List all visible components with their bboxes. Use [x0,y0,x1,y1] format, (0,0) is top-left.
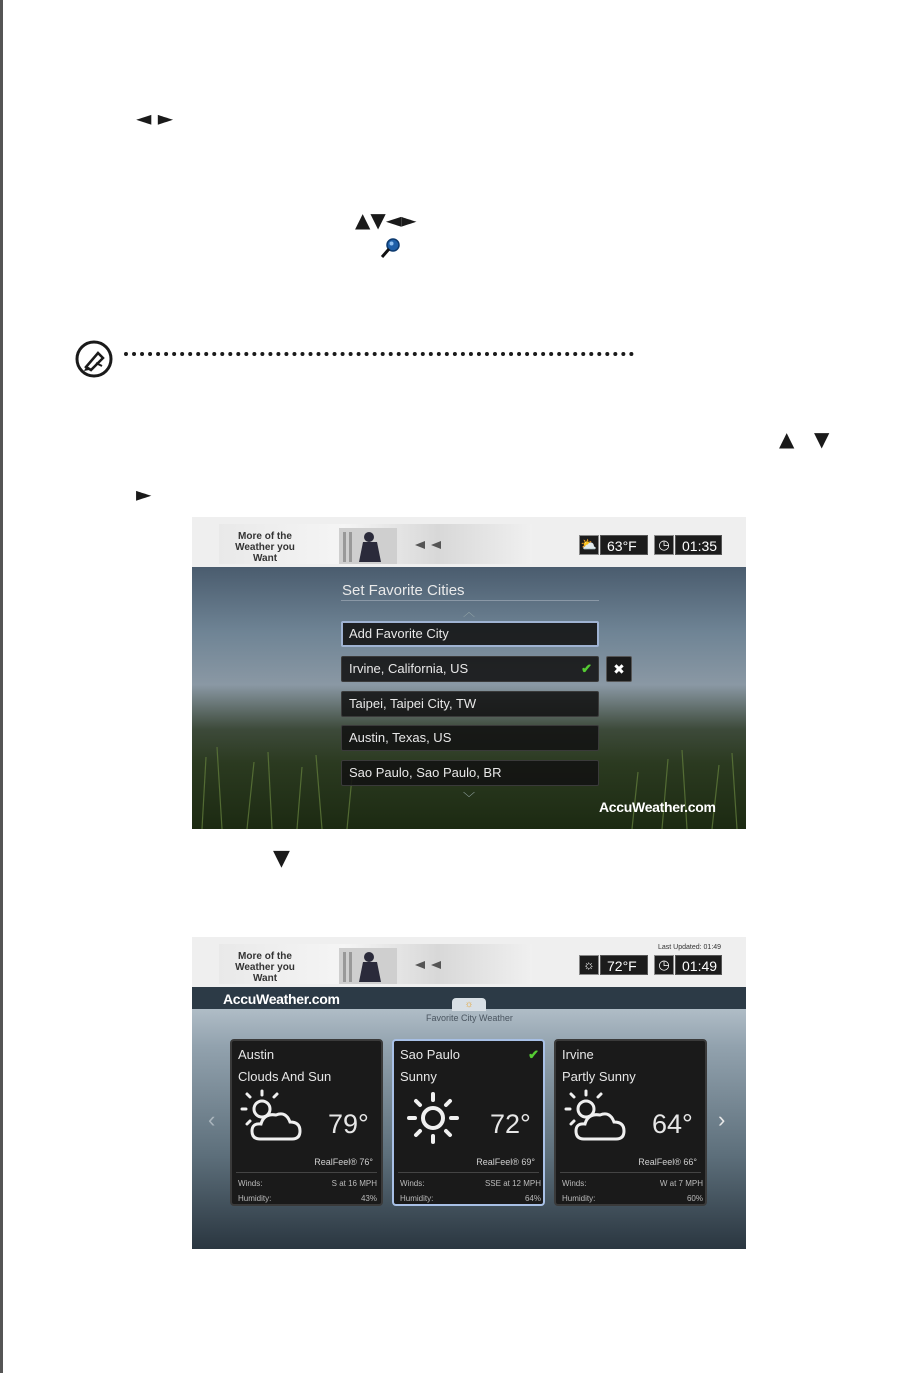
note-divider [124,352,634,356]
humidity-value: 64% [524,1194,541,1203]
scroll-down-chevron-icon[interactable]: ﹀ [463,791,476,805]
card-temp: 64° [652,1109,693,1139]
promo-arrows-icon [415,956,445,964]
screenshot-set-favorite-cities [192,517,746,829]
city-row-sao-paulo[interactable]: Sao Paulo, Sao Paulo, BR [341,760,599,786]
checkmark-icon: ✔ [581,661,592,676]
right-arrow-glyph: ► [136,482,152,506]
add-favorite-city-button[interactable]: Add Favorite City [341,621,599,647]
up-arrow-glyph: ▲ [779,427,795,451]
humidity-label: Humidity: [400,1194,434,1203]
winds-label: Winds: [400,1179,425,1188]
tab-label: Favorite City Weather [426,1013,513,1023]
checkmark-icon: ✔ [528,1047,539,1062]
clock-time: 01:49 [675,955,722,975]
clock-icon: ◷ [654,955,674,975]
last-updated: Last Updated: 01:49 [658,944,722,951]
promo-text: More of the Weather you Want [235,531,295,564]
card-city: Irvine [562,1047,594,1062]
search-icon [380,237,402,259]
winds-label: Winds: [238,1179,263,1188]
weather-card-sao-paulo[interactable] [392,1039,545,1206]
city-row-irvine[interactable] [341,656,599,682]
top-banner [192,517,746,567]
promo-text: More of the Weather you Want [235,951,295,984]
card-divider [398,1172,539,1173]
remove-city-button[interactable]: ✖ [606,656,632,682]
screenshot-favorite-city-weather [192,937,746,1249]
card-condition: Partly Sunny [562,1069,636,1084]
note-icon [74,339,114,379]
sun-cloud-icon [238,1089,306,1145]
winds-value: S at 16 MPH [331,1179,377,1188]
card-divider [560,1172,701,1173]
prev-arrow-icon[interactable]: ‹ [208,1107,216,1132]
promo-figure-icon [339,528,397,564]
clock-icon: ◷ [654,535,674,555]
top-banner [192,937,746,987]
weather-card-austin[interactable] [230,1039,383,1206]
sun-icon [404,1091,462,1147]
next-arrow-icon[interactable]: › [718,1107,726,1132]
card-temp: 72° [490,1109,531,1139]
down-arrow-glyph-2: ▼ [273,846,290,871]
winds-label: Winds: [562,1179,587,1188]
down-arrow-glyph: ▼ [814,427,830,451]
promo-banner[interactable] [219,524,532,564]
clock-time: 01:35 [675,535,722,555]
card-realfeel: RealFeel® 66° [638,1157,697,1167]
card-divider [236,1172,377,1173]
card-condition: Sunny [400,1069,437,1084]
current-temp: 63°F [600,535,648,555]
page-left-rule [0,0,3,1373]
card-realfeel: RealFeel® 76° [314,1157,373,1167]
favorite-tab-icon[interactable]: ☼ [452,998,486,1011]
card-city: Austin [238,1047,275,1062]
four-way-arrow-glyphs: ▲▼◄► [355,208,417,232]
list-heading: Set Favorite Cities [342,582,465,599]
winds-value: W at 7 MPH [659,1179,703,1188]
promo-banner[interactable] [219,944,532,984]
humidity-value: 43% [360,1194,377,1203]
city-row-austin[interactable]: Austin, Texas, US [341,725,599,751]
city-row-taipei[interactable]: Taipei, Taipei City, TW [341,691,599,717]
partly-sunny-icon: ⛅ [579,535,599,555]
left-right-arrow-glyphs: ◄ ► [136,106,174,130]
sun-cloud-icon [562,1089,630,1145]
accuweather-logo: AccuWeather.com [599,799,716,815]
promo-arrows-icon [415,536,445,544]
card-city: Sao Paulo [400,1047,460,1062]
humidity-value: 60% [686,1194,703,1203]
sun-icon: ☼ [579,955,599,975]
winds-value: SSE at 12 MPH [484,1179,541,1188]
humidity-label: Humidity: [238,1194,272,1203]
city-row-label: Irvine, California, US [349,661,469,676]
current-temp: 72°F [600,955,648,975]
card-condition: Clouds And Sun [238,1069,332,1084]
heading-underline [341,600,599,601]
card-temp: 79° [328,1109,369,1139]
promo-figure-icon [339,948,397,984]
card-realfeel: RealFeel® 69° [476,1157,535,1167]
humidity-label: Humidity: [562,1194,596,1203]
scroll-up-chevron-icon[interactable]: ︿ [463,605,476,619]
weather-card-irvine[interactable] [554,1039,707,1206]
accuweather-logo: AccuWeather.com [223,991,340,1007]
